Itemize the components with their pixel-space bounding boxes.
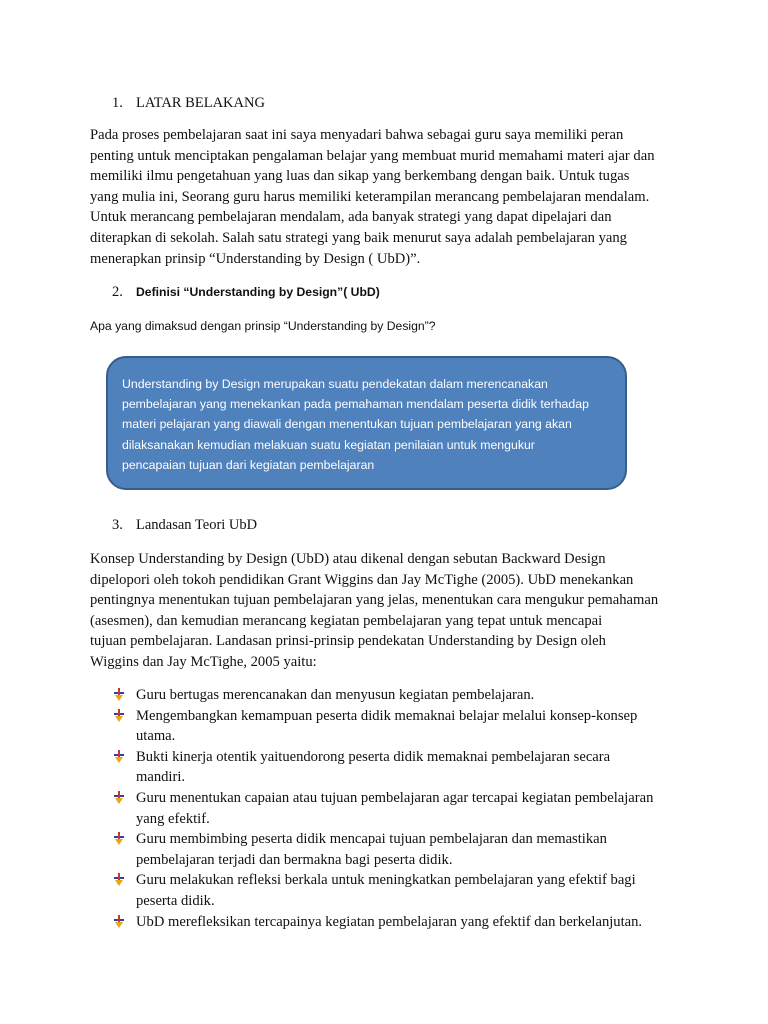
section-2-heading <box>112 283 380 301</box>
paragraph-line: penting untuk menciptakan pengalaman belajar yang membuat murid memahami materi ajar dan <box>90 147 655 164</box>
paragraph-line: Konsep Understanding by Design (UbD) atau dikenal dengan sebutan Backward Design <box>90 551 606 567</box>
bullet-text-line: yang efektif. <box>136 810 210 827</box>
arrow-down-bullet-icon <box>112 873 126 887</box>
paragraph-line: (asesmen), dan kemudian merancang kegiatan pembelajaran yang tepat untuk mencapai <box>90 612 603 629</box>
arrow-down-bullet-icon <box>112 915 126 929</box>
section-3-paragraph <box>90 549 686 673</box>
list-item <box>112 912 692 933</box>
section-1-heading <box>112 94 265 112</box>
bullet-text-line: peserta didik. <box>136 892 215 909</box>
list-item <box>112 747 692 788</box>
list-item <box>112 870 692 911</box>
paragraph-line: Untuk merancang pembelajaran mendalam, ada banyak strategi yang dapat dipelajari dan <box>90 209 612 226</box>
section-1-paragraph <box>90 125 686 269</box>
paragraph-line: tujuan pembelajaran. Landasan prinsi-prinsip pendekatan Understanding by Design oleh <box>90 633 606 650</box>
section-3-title: Landasan Teori UbD <box>136 517 258 533</box>
paragraph-line: diterapkan di sekolah. Salah satu strategi yang baik menurut saya adalah pembelajaran yang <box>90 229 627 246</box>
callout-line: pembelajaran yang menekankan pada pemahaman mendalam peserta didik terhadap <box>122 397 589 412</box>
callout-line: materi pelajaran yang diawali dengan menentukan tujuan pembelajaran yang akan <box>122 417 572 432</box>
definition-question: Apa yang dimaksud dengan prinsip “Understanding by Design”? <box>90 319 436 333</box>
bullet-text-line: Guru membimbing peserta didik mencapai tujuan pembelajaran dan memastikan <box>136 831 607 848</box>
bullet-text-line: Guru melakukan refleksi berkala untuk meningkatkan pembelajaran yang efektif bagi <box>136 872 636 889</box>
bullet-text-line: Guru bertugas merencanakan dan menyusun kegiatan pembelajaran. <box>136 687 535 703</box>
section-1-title: LATAR BELAKANG <box>136 95 265 111</box>
list-item <box>112 788 692 829</box>
paragraph-line: pentingnya menentukan tujuan pembelajaran yang jelas, menentukan cara mengukur pemahaman <box>90 592 659 609</box>
paragraph-line: yang mulia ini, Seorang guru harus memiliki keterampilan merancang pembelajaran mendalam. <box>90 188 650 205</box>
section-2-number: 2. <box>112 284 123 300</box>
arrow-down-bullet-icon <box>112 750 126 764</box>
bullet-text-line: utama. <box>136 728 176 745</box>
bullet-text-line: pembelajaran terjadi dan bermakna bagi peserta didik. <box>136 851 453 868</box>
bullet-text-line: Mengembangkan kemampuan peserta didik memaknai belajar melalui konsep-konsep <box>136 707 638 724</box>
bullet-text-line: mandiri. <box>136 769 186 786</box>
section-3-heading <box>112 516 257 534</box>
list-item <box>112 706 692 747</box>
section-3-number: 3. <box>112 517 123 533</box>
arrow-down-bullet-icon <box>112 688 126 702</box>
paragraph-line: menerapkan prinsip “Understanding by Design ( UbD)”. <box>90 250 421 267</box>
paragraph-line: memiliki ilmu pengetahuan yang luas dan sikap yang berkembang dengan baik. Untuk tugas <box>90 168 630 185</box>
section-1-number: 1. <box>112 95 123 111</box>
arrow-down-bullet-icon <box>112 832 126 846</box>
bullet-text-line: UbD merefleksikan tercapainya kegiatan pembelajaran yang efektif dan berkelanjutan. <box>136 913 643 930</box>
paragraph-line: dipelopori oleh tokoh pendidikan Grant Wiggins dan Jay McTighe (2005). UbD menekankan <box>90 571 634 588</box>
callout-line: dilaksanakan kemudian melakuan suatu kegiatan penilaian untuk mengukur <box>122 437 535 452</box>
definition-callout-box <box>106 356 627 490</box>
arrow-down-bullet-icon <box>112 791 126 805</box>
callout-line: Understanding by Design merupakan suatu pendekatan dalam merencanakan <box>122 377 548 391</box>
callout-line: pencapaian tujuan dari kegiatan pembelajaran <box>122 457 375 472</box>
section-2-title: Definisi “Understanding by Design”( UbD) <box>136 285 380 299</box>
bullet-text-line: Bukti kinerja otentik yaituendorong peserta didik memaknai pembelajaran secara <box>136 748 611 765</box>
principles-bullet-list <box>112 685 692 932</box>
bullet-text-line: Guru menentukan capaian atau tujuan pembelajaran agar tercapai kegiatan pembelajaran <box>136 789 654 806</box>
list-item <box>112 685 692 706</box>
paragraph-line: Pada proses pembelajaran saat ini saya menyadari bahwa sebagai guru saya memiliki peran <box>90 127 624 143</box>
arrow-down-bullet-icon <box>112 709 126 723</box>
list-item <box>112 829 692 870</box>
paragraph-line: Wiggins dan Jay McTighe, 2005 yaitu: <box>90 653 317 670</box>
